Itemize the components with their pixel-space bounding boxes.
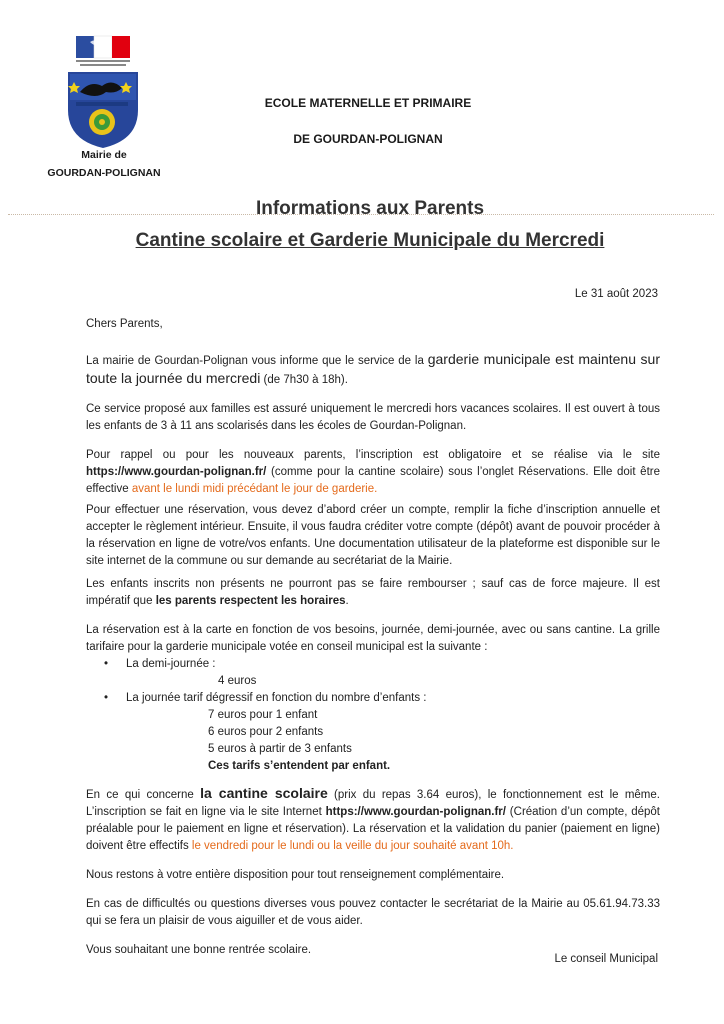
para3-text-a: Pour rappel ou pour les nouveaux parents, l’inscription est obligatoire et se réalise via le site <box>86 449 660 461</box>
school-line-1: ECOLE MATERNELLE ET PRIMAIRE <box>264 96 472 110</box>
para5-emphasis: les parents respectent les horaires <box>155 595 346 607</box>
paragraph-garderie <box>86 351 660 389</box>
school-line-2: DE GOURDAN-POLIGNAN <box>293 132 443 146</box>
paragraph-inscription <box>86 447 660 498</box>
tarif-list <box>86 656 660 775</box>
paragraph-absence <box>86 576 660 610</box>
document-subtitle: Cantine scolaire et Garderie Municipale du Mercredi <box>135 230 605 251</box>
signature: Le conseil Municipal <box>554 953 658 965</box>
deadline-cantine: le vendredi pour le lundi ou la veille du jour souhaité avant 10h. <box>191 840 514 852</box>
mairie-line-1: Mairie de <box>81 149 127 161</box>
para7-text-d: (Création d’un compte, dépôt préalable pour le paiement en ligne et réservation). La réservation et la validation du panier (paiement en ligne) doivent être effectifs <box>86 806 660 852</box>
para1-highlight: garderie municipale est maintenu sur toute la journée du mercredi <box>86 351 660 386</box>
mairie-line-2: GOURDAN-POLIGNAN <box>47 167 161 179</box>
website-link[interactable]: https://www.gourdan-polignan.fr/ <box>86 466 267 478</box>
list-item <box>126 690 660 775</box>
tarif-note: Ces tarifs s’entendent par enfant. <box>208 760 391 772</box>
para7-text-a: En ce qui concerne <box>86 789 201 801</box>
para5-text-c: . <box>345 595 349 607</box>
paragraph-closing: Vous souhaitant une bonne rentrée scolaire. <box>86 944 312 956</box>
mairie-crest-logo <box>62 32 142 150</box>
tarif-price-2: 6 euros pour 2 enfants <box>208 726 324 738</box>
paragraph-disposition: Nous restons à votre entière disposition pour tout renseignement complémentaire. <box>86 869 505 881</box>
paragraph-tarifs: La réservation est à la carte en fonction de vos besoins, journée, demi-journée, avec ou sans cantine. La grille tarifaire pour la garderie municipale votée en conseil municipal est la suivante : <box>86 624 660 653</box>
greeting: Chers Parents, <box>86 318 163 330</box>
website-link-2[interactable]: https://www.gourdan-polignan.fr/ <box>325 806 506 818</box>
mairie-name <box>40 146 168 182</box>
paragraph-cantine <box>86 785 660 855</box>
paragraph-service: Ce service proposé aux familles est assuré uniquement le mercredi hors vacances scolaires. Il est ouvert à tous les enfants de 3 à 11 ans scolarisés dans les écoles de Gourdan-Polignan. <box>86 403 660 432</box>
para7-text-c: (prix du repas 3.64 euros), le fonctionnement est le même. L’inscription se fait en ligne via le site Internet <box>86 789 660 818</box>
letter-body <box>86 316 660 959</box>
para5-text-a: Les enfants inscrits non présents ne pourront pas se faire rembourser ; sauf cas de force majeure. Il est impératif que <box>86 578 660 607</box>
para3-text-b: (comme pour la cantine scolaire) sous l’onglet Réservations. Elle doit être effective <box>86 466 660 495</box>
paragraph-contact: En cas de difficultés ou questions diverses vous pouvez contacter le secrétariat de la Mairie au 05.61.94.73.33 qui se fera un plaisir de vous aiguiller et de vous aider. <box>86 898 660 927</box>
cantine-highlight: la cantine scolaire <box>200 785 328 801</box>
tarif-price-3: 5 euros à partir de 3 enfants <box>208 743 352 755</box>
tarif-demi-label: La demi-journée : <box>126 658 216 670</box>
list-item <box>126 656 660 690</box>
paragraph-reservation: Pour effectuer une réservation, vous devez d’abord créer un compte, remplir la fiche d’inscription annuelle et accepter le règlement intérieur. Ensuite, il vous faudra créditer votre compte (dépôt) avant de pouvoir procéder à la réservation en ligne de votre/vos enfants. Une documentation utilisateur de la plateforme est disponible sur le site internet de la commune ou sur demande au secrétariat de la Mairie. <box>86 504 660 567</box>
para1-text-c: (de 7h30 à 18h). <box>260 374 348 386</box>
document-date: Le 31 août 2023 <box>574 288 658 300</box>
document-title: Informations aux Parents <box>255 198 485 219</box>
deadline-garderie: avant le lundi midi précédant le jour de garderie. <box>131 483 378 495</box>
tarif-journee-label: La journée tarif dégressif en fonction du nombre d’enfants : <box>126 692 427 704</box>
tarif-demi-price: 4 euros <box>218 675 257 687</box>
tarif-price-1: 7 euros pour 1 enfant <box>208 709 318 721</box>
school-name <box>178 96 558 168</box>
para1-text-a: La mairie de Gourdan-Polignan vous informe que le service de la <box>86 355 428 367</box>
